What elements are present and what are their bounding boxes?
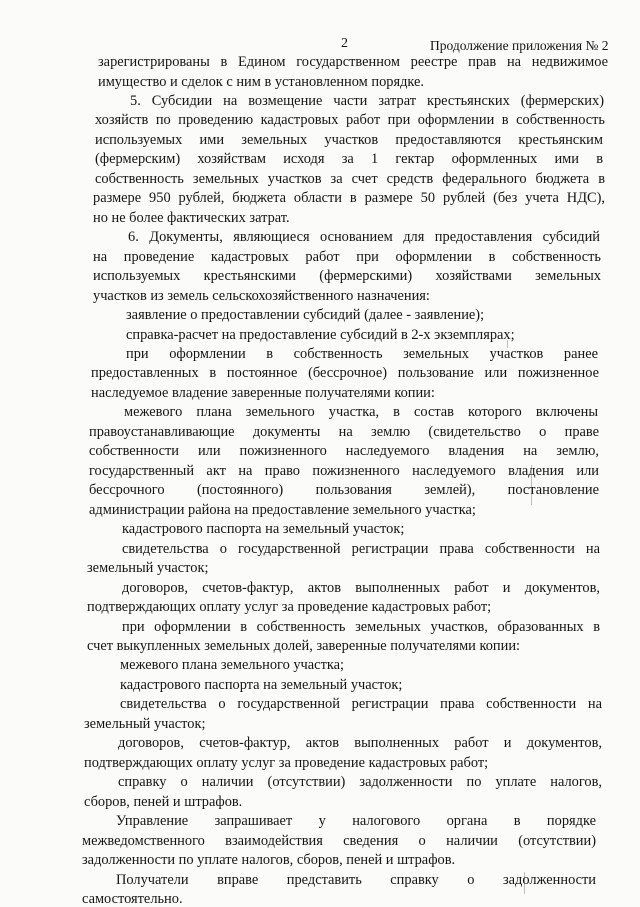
text-line: при оформлении в собственность земельных участков ранее bbox=[126, 346, 598, 362]
text-line: договоров, счетов-фактур, актов выполненных работ и документов, bbox=[118, 735, 602, 752]
text-line: размере 950 рублей, бюджета области в размере 50 рублей (без учета НДС), bbox=[93, 190, 605, 207]
text-line: Управление запрашивает у налогового органа в порядке bbox=[116, 813, 596, 830]
text-line: собственность земельных участков за счет средств федерального бюджета в bbox=[95, 170, 605, 187]
text-line: 6. Документы, являющиеся основанием для предоставления субсидий bbox=[128, 229, 600, 246]
text-line: но не более фактических затрат. bbox=[93, 209, 290, 226]
page-number: 2 bbox=[341, 36, 348, 51]
text-line: счет выкупленных земельных долей, заверенные получателями копии: bbox=[87, 638, 521, 654]
appendix-header: Продолжение приложения № 2 bbox=[430, 38, 609, 53]
text-line: договоров, счетов-фактур, актов выполненных работ и документов, bbox=[122, 579, 600, 596]
text-line: справка-расчет на предоставление субсидий в 2-х экземплярах; bbox=[126, 326, 515, 343]
text-line: правоустанавливающие документы на землю (свидетельство о праве bbox=[89, 423, 599, 440]
text-line: свидетельства о государственной регистрации права собственности на bbox=[122, 540, 600, 557]
text-line: собственности или пожизненного наследуемого владения на землю, bbox=[89, 443, 599, 460]
text-line: задолженности по уплате налогов, сборов, пеней и штрафов. bbox=[82, 852, 456, 869]
text-line: при оформлении в собственность земельных участков, образованных в bbox=[122, 618, 600, 635]
text-line: бессрочного (постоянного) пользования землей), постановление bbox=[89, 482, 599, 499]
text-line: (фермерским) хозяйствам исходя за 1 гектар оформленных ими в bbox=[95, 151, 603, 168]
text-line: кадастрового паспорта на земельный участок; bbox=[122, 521, 405, 538]
text-line: предоставленных в постоянное (бессрочное) пользование или пожизненное bbox=[91, 365, 599, 382]
text-line: зарегистрированы в Едином государственном реестре прав на недвижимое bbox=[98, 54, 608, 70]
text-line: межевого плана земельного участка, в состав которого включены bbox=[124, 404, 598, 421]
text-line: заявление о предоставлении субсидий (далее - заявление); bbox=[126, 307, 485, 323]
text-line: хозяйств по проведению кадастровых работ при оформлении в собственность bbox=[95, 112, 605, 129]
text-line: подтверждающих оплату услуг за проведение кадастровых работ; bbox=[84, 754, 489, 771]
text-line: имущество и сделок с ним в установленном порядке. bbox=[98, 73, 425, 90]
text-line: администрации района на предоставление земельного участка; bbox=[89, 501, 476, 518]
text-line: подтверждающих оплату услуг за проведение кадастровых работ; bbox=[87, 599, 492, 615]
text-line: межведомственного взаимодействия сведения о наличии (отсутствии) bbox=[82, 832, 596, 849]
text-line: земельный участок; bbox=[87, 560, 209, 577]
text-line: самостоятельно. bbox=[82, 891, 183, 907]
text-line: используемых ими земельных участков предоставляются крестьянским bbox=[95, 131, 603, 148]
text-line: наследуемое владение заверенные получателями копии: bbox=[91, 384, 435, 401]
text-line: используемых крестьянскими (фермерскими) хозяйствами земельных bbox=[93, 268, 601, 285]
text-line: на проведение кадастровых работ при оформлении в собственность bbox=[93, 248, 601, 265]
text-line: участков из земель сельскохозяйственного назначения: bbox=[93, 287, 430, 304]
text-line: межевого плана земельного участка; bbox=[120, 657, 345, 674]
text-line: кадастрового паспорта на земельный участок; bbox=[120, 676, 403, 693]
text-line: свидетельства о государственной регистрации права собственности на bbox=[120, 696, 602, 713]
text-line: земельный участок; bbox=[84, 715, 206, 732]
text-line: Получатели вправе представить справку о задолженности bbox=[116, 871, 596, 888]
text-line: 5. Субсидии на возмещение части затрат крестьянских (фермерских) bbox=[130, 92, 604, 109]
text-line: сборов, пеней и штрафов. bbox=[84, 793, 243, 810]
text-line: государственный акт на право пожизненного наследуемого владения или bbox=[89, 462, 599, 479]
text-line: справку о наличии (отсутствии) задолженности по уплате налогов, bbox=[118, 774, 602, 791]
